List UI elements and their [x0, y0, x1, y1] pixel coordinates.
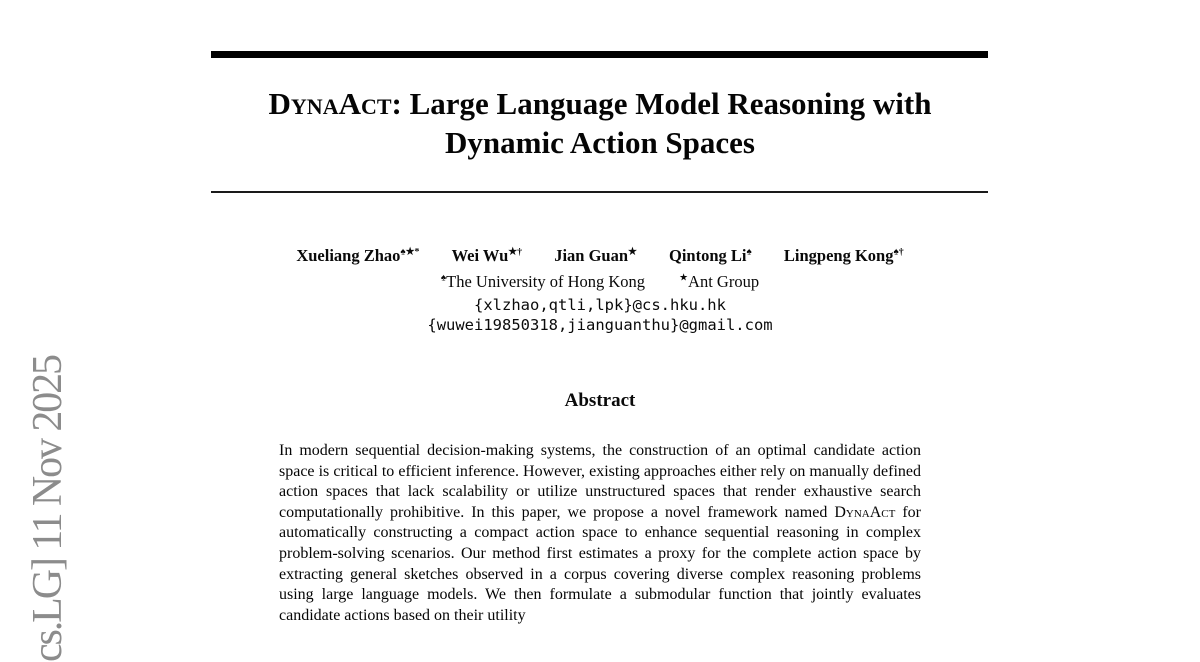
email-block — [0, 295, 1200, 335]
affiliation-mark: ★ — [679, 272, 689, 284]
author — [784, 246, 904, 266]
author-list — [0, 246, 1200, 266]
affiliation-name: The University of Hong Kong — [446, 272, 646, 291]
author — [452, 246, 523, 266]
email-line: {wuwei19850318,jianguanthu}@gmail.com — [427, 316, 773, 334]
author-marks: ★ — [628, 246, 637, 258]
affiliation — [679, 272, 759, 292]
author-marks: ♠ — [746, 246, 752, 258]
abstract-text-pre: In modern sequential decision-making systems, the construction of an optimal candidate action space is critical to efficient inference. However, existing approaches either rely on manually defined action spaces that lack scalability or utilize unstructured spaces that render exhaustive search computationally prohibitive. In this paper, we propose a novel framework named — [279, 442, 921, 521]
paper-title — [0, 84, 1200, 162]
abstract-text-post: for automatically constructing a compact action space to enhance sequential reasoning in complex problem-solving scenarios. Our method first estimates a proxy for the complete action space by extracting general sketches observed in a corpus covering diverse complex reasoning problems using large language models. We then formulate a submodular function that jointly evaluates candidate actions based on their utility — [279, 503, 922, 624]
author — [669, 246, 752, 266]
title-bottom-rule — [211, 191, 988, 193]
affiliation-list — [0, 272, 1200, 292]
title-line1-rest: Large Language Model Reasoning with — [401, 86, 932, 121]
author-name: Wei Wu — [451, 246, 509, 265]
arxiv-stamp-text: cs.LG] 11 Nov 2025 — [25, 356, 71, 662]
author — [554, 246, 637, 266]
author-marks: ♠★* — [400, 246, 420, 258]
author-name: Qintong Li — [669, 246, 747, 265]
author-name: Lingpeng Kong — [783, 246, 894, 265]
author-marks: ♠† — [893, 246, 904, 258]
abstract-heading: Abstract — [564, 390, 636, 411]
title-line-1 — [0, 84, 1200, 123]
author-name: Jian Guan — [554, 246, 629, 265]
affiliation — [441, 272, 645, 292]
email-line: {xlzhao,qtli,lpk}@cs.hku.hk — [474, 296, 726, 314]
author-marks: ★† — [508, 246, 523, 258]
abstract-smallcaps-word: DynaAct — [834, 503, 896, 521]
title-smallcaps-word: DynaAct: — [268, 86, 402, 121]
author-name: Xueliang Zhao — [296, 246, 401, 265]
top-rule — [211, 51, 988, 58]
affiliation-name: Ant Group — [688, 272, 760, 291]
author — [296, 246, 419, 266]
abstract-body — [279, 441, 921, 626]
affiliation-mark: ♠ — [440, 272, 447, 284]
title-line-2: Dynamic Action Spaces — [445, 125, 755, 160]
